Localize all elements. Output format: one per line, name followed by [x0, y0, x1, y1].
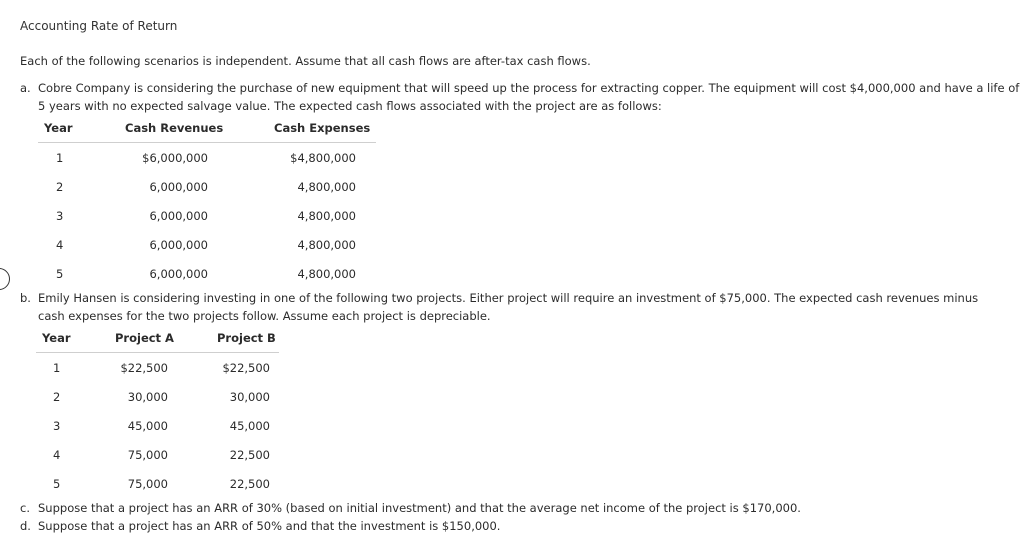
table-b-header-project-a: Project A — [115, 331, 174, 345]
part-d-text: Suppose that a project has an ARR of 50% and that the investment is $150,000. — [38, 519, 501, 533]
intro-text: Each of the following scenarios is independent. Assume that all cash flows are after-tax cash flows. — [20, 54, 591, 68]
table-b-row1-year: 1 — [53, 361, 61, 375]
table-a-row3-year: 3 — [56, 209, 64, 223]
table-a-row4-year: 4 — [56, 238, 64, 252]
table-b-header-year: Year — [42, 331, 71, 345]
table-b-row3-project-b: 45,000 — [229, 419, 270, 433]
table-a-row3-revenue: 6,000,000 — [149, 209, 208, 223]
table-a-header-year: Year — [44, 121, 73, 135]
table-b-row4-project-a: 75,000 — [127, 448, 168, 462]
part-a-paragraph — [20, 79, 1020, 115]
part-d-paragraph — [20, 517, 1010, 535]
table-b-row2-project-b: 30,000 — [229, 390, 270, 404]
table-b-row1-project-a: $22,500 — [120, 361, 168, 375]
table-a-row2-year: 2 — [56, 180, 64, 194]
table-a-row2-expense: 4,800,000 — [297, 180, 356, 194]
table-b-header-project-b: Project B — [217, 331, 276, 345]
table-b-row4-year: 4 — [53, 448, 61, 462]
cursor-circle-marker — [0, 268, 10, 290]
part-c-label: c. — [20, 501, 30, 515]
page-title: Accounting Rate of Return — [20, 19, 178, 33]
table-b-row1-project-b: $22,500 — [222, 361, 270, 375]
table-a-row5-year: 5 — [56, 267, 64, 281]
part-b-label: b. — [20, 291, 31, 305]
table-a-header-expenses: Cash Expenses — [274, 121, 371, 135]
table-a-header-rule — [38, 142, 376, 143]
table-a-row2-revenue: 6,000,000 — [149, 180, 208, 194]
table-b-row5-project-b: 22,500 — [229, 477, 270, 491]
table-a-row5-expense: 4,800,000 — [297, 267, 356, 281]
table-b-row5-project-a: 75,000 — [127, 477, 168, 491]
table-b-row3-project-a: 45,000 — [127, 419, 168, 433]
table-b-row2-year: 2 — [53, 390, 61, 404]
table-a-row4-expense: 4,800,000 — [297, 238, 356, 252]
table-a-header-revenues: Cash Revenues — [125, 121, 224, 135]
table-b-row5-year: 5 — [53, 477, 61, 491]
part-a-text: Cobre Company is considering the purchase of new equipment that will speed up the process for extracting copper. The equipment will cost $4,000,000 and have a life of 5 years with no expected salvage value. The expected cash flows associated with the project are as follows: — [38, 81, 1020, 113]
part-c-paragraph — [20, 499, 1010, 517]
table-a-row1-expense: $4,800,000 — [290, 151, 356, 165]
table-a-row1-revenue: $6,000,000 — [142, 151, 208, 165]
table-b-header-rule — [36, 352, 279, 353]
table-b-row4-project-b: 22,500 — [229, 448, 270, 462]
part-c-text: Suppose that a project has an ARR of 30% (based on initial investment) and that the average net income of the project is $170,000. — [38, 501, 801, 515]
part-b-paragraph — [20, 289, 1005, 325]
table-a-row3-expense: 4,800,000 — [297, 209, 356, 223]
table-b-row2-project-a: 30,000 — [127, 390, 168, 404]
table-a-row4-revenue: 6,000,000 — [149, 238, 208, 252]
table-a-row1-year: 1 — [56, 151, 64, 165]
table-a-row5-revenue: 6,000,000 — [149, 267, 208, 281]
part-a-label: a. — [20, 81, 31, 95]
table-b-row3-year: 3 — [53, 419, 61, 433]
part-d-label: d. — [20, 519, 31, 533]
part-b-text: Emily Hansen is considering investing in one of the following two projects. Either project will require an investment of $75,000. The expected cash revenues minus cash expenses for the two projects follow. Assume each project is depreciable. — [38, 291, 979, 323]
